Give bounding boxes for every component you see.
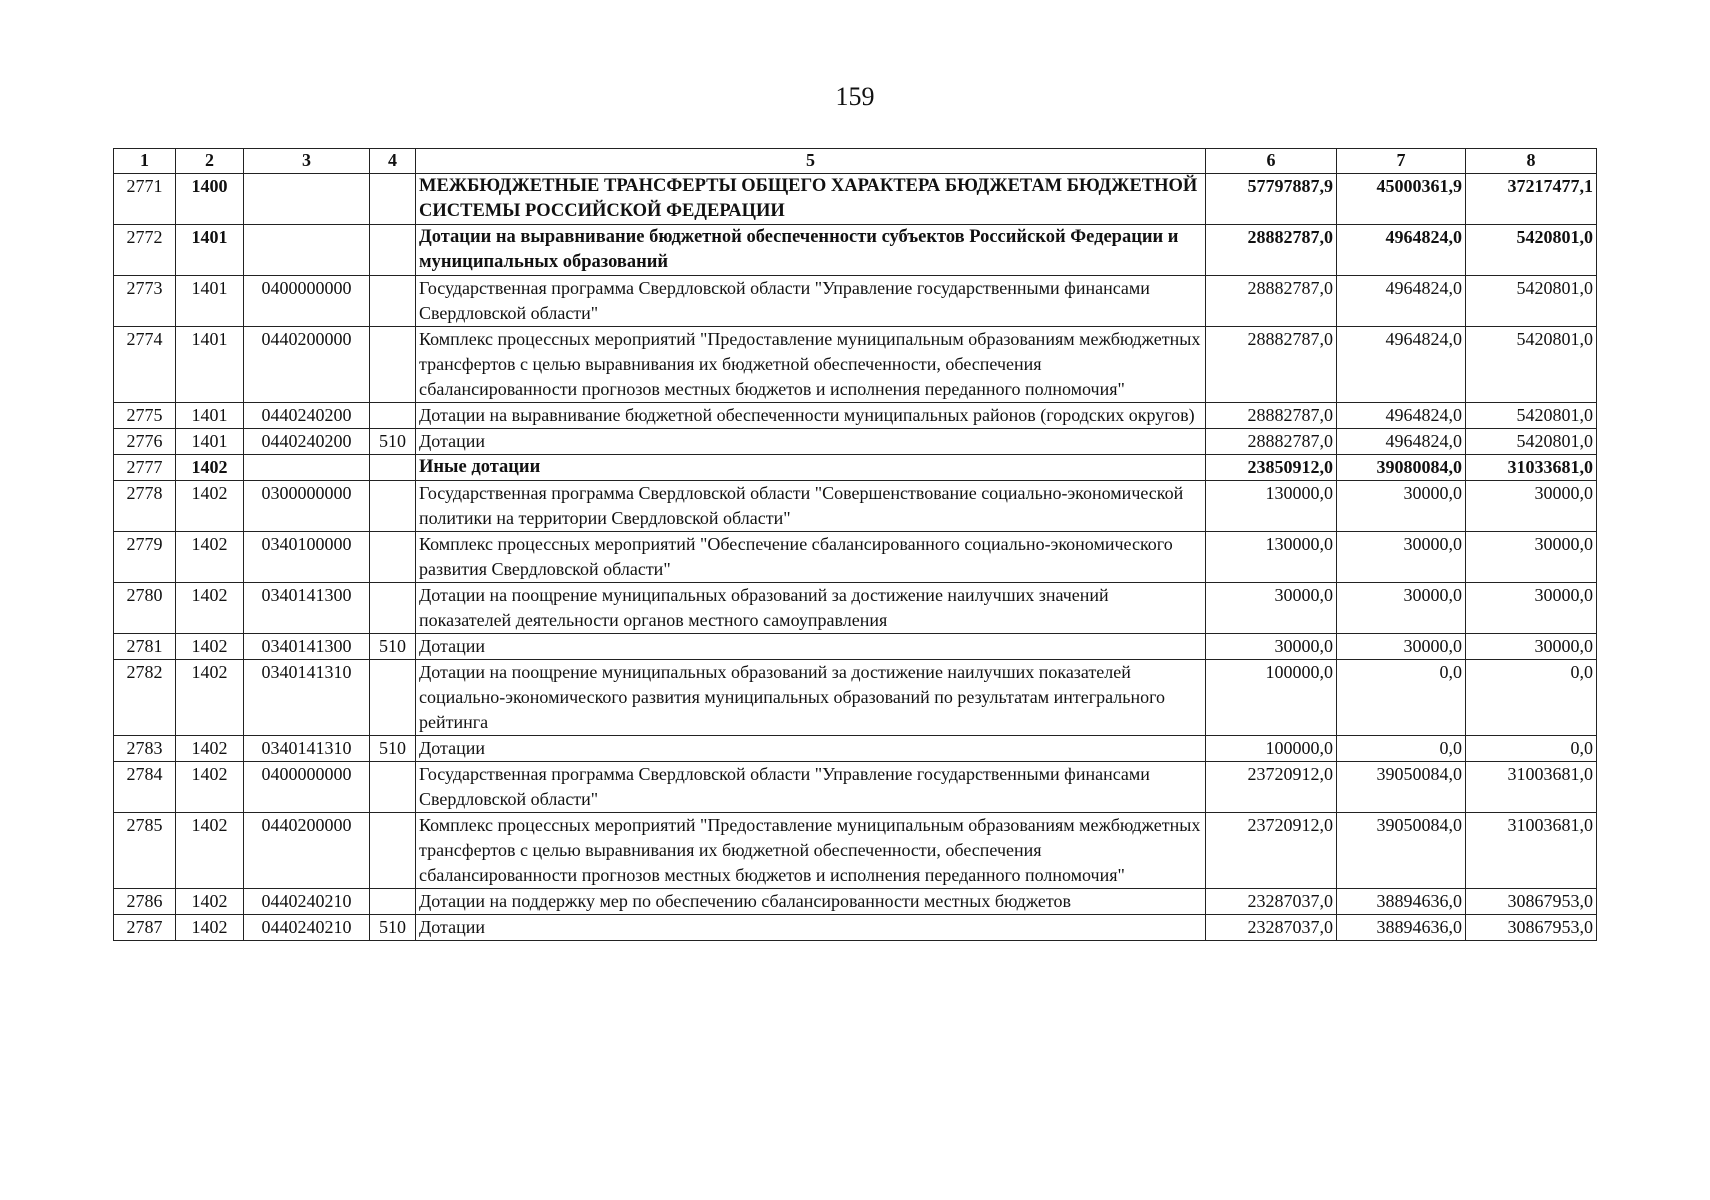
amount-year1-cell: 28882787,0 — [1206, 403, 1337, 429]
amount-year1-cell: 23287037,0 — [1206, 889, 1337, 915]
amount-year2-cell: 30000,0 — [1337, 532, 1466, 583]
amount-year2-cell: 4964824,0 — [1337, 403, 1466, 429]
item-name-cell: МЕЖБЮДЖЕТНЫЕ ТРАНСФЕРТЫ ОБЩЕГО ХАРАКТЕРА БЮДЖЕТАМ БЮДЖЕТНОЙ СИСТЕМЫ РОССИЙСКОЙ ФЕДЕРАЦИИ — [416, 174, 1206, 225]
item-name-cell: Дотации — [416, 429, 1206, 455]
section-code-cell: 1402 — [176, 532, 244, 583]
target-article-cell — [244, 174, 370, 225]
row-number-cell: 2778 — [114, 481, 176, 532]
header-cell: 4 — [370, 149, 416, 174]
target-article-cell: 0400000000 — [244, 276, 370, 327]
amount-year1-cell: 30000,0 — [1206, 583, 1337, 634]
item-name-cell: Дотации на поощрение муниципальных образований за достижение наилучших показателей социально-экономического развития муниципальных образований по результатам интегрального рейтинга — [416, 660, 1206, 736]
amount-year1-cell: 28882787,0 — [1206, 429, 1337, 455]
amount-year1-cell: 23720912,0 — [1206, 813, 1337, 889]
section-code-cell: 1402 — [176, 813, 244, 889]
amount-year2-cell: 38894636,0 — [1337, 889, 1466, 915]
expense-type-cell — [370, 532, 416, 583]
header-cell: 2 — [176, 149, 244, 174]
table-row — [114, 481, 1597, 532]
amount-year3-cell: 5420801,0 — [1466, 276, 1597, 327]
expense-type-cell — [370, 583, 416, 634]
section-code-cell: 1402 — [176, 736, 244, 762]
section-code-cell: 1402 — [176, 889, 244, 915]
amount-year3-cell: 0,0 — [1466, 736, 1597, 762]
section-code-cell: 1402 — [176, 915, 244, 941]
section-code-cell: 1402 — [176, 481, 244, 532]
amount-year2-cell: 4964824,0 — [1337, 225, 1466, 276]
header-cell: 7 — [1337, 149, 1466, 174]
expense-type-cell — [370, 174, 416, 225]
item-name-cell: Дотации на поддержку мер по обеспечению сбалансированности местных бюджетов — [416, 889, 1206, 915]
section-code-cell: 1401 — [176, 327, 244, 403]
amount-year3-cell: 31033681,0 — [1466, 455, 1597, 481]
table-row — [114, 889, 1597, 915]
target-article-cell: 0440200000 — [244, 327, 370, 403]
target-article-cell: 0440240200 — [244, 403, 370, 429]
table-row — [114, 736, 1597, 762]
section-code-cell: 1400 — [176, 174, 244, 225]
row-number-cell: 2771 — [114, 174, 176, 225]
target-article-cell: 0340141310 — [244, 736, 370, 762]
expense-type-cell: 510 — [370, 915, 416, 941]
row-number-cell: 2775 — [114, 403, 176, 429]
amount-year1-cell: 28882787,0 — [1206, 225, 1337, 276]
amount-year2-cell: 39050084,0 — [1337, 813, 1466, 889]
expense-type-cell — [370, 889, 416, 915]
table-row — [114, 583, 1597, 634]
expense-type-cell: 510 — [370, 634, 416, 660]
row-number-cell: 2773 — [114, 276, 176, 327]
section-code-cell: 1402 — [176, 455, 244, 481]
row-number-cell: 2772 — [114, 225, 176, 276]
expense-type-cell: 510 — [370, 736, 416, 762]
header-row — [114, 149, 1597, 174]
table-row — [114, 327, 1597, 403]
header-cell: 6 — [1206, 149, 1337, 174]
amount-year1-cell: 28882787,0 — [1206, 327, 1337, 403]
amount-year3-cell: 30000,0 — [1466, 532, 1597, 583]
table-row — [114, 225, 1597, 276]
table-body — [114, 174, 1597, 941]
amount-year2-cell: 45000361,9 — [1337, 174, 1466, 225]
budget-table — [113, 148, 1597, 941]
target-article-cell: 0440240200 — [244, 429, 370, 455]
row-number-cell: 2782 — [114, 660, 176, 736]
item-name-cell: Государственная программа Свердловской области "Совершенствование социально-экономической политики на территории Свердловской области" — [416, 481, 1206, 532]
amount-year3-cell: 30000,0 — [1466, 634, 1597, 660]
amount-year3-cell: 30867953,0 — [1466, 889, 1597, 915]
header-cell: 3 — [244, 149, 370, 174]
target-article-cell: 0440240210 — [244, 889, 370, 915]
table-row — [114, 429, 1597, 455]
target-article-cell: 0340141300 — [244, 583, 370, 634]
row-number-cell: 2779 — [114, 532, 176, 583]
amount-year2-cell: 30000,0 — [1337, 481, 1466, 532]
amount-year1-cell: 23850912,0 — [1206, 455, 1337, 481]
section-code-cell: 1402 — [176, 660, 244, 736]
amount-year1-cell: 100000,0 — [1206, 660, 1337, 736]
section-code-cell: 1401 — [176, 429, 244, 455]
expense-type-cell: 510 — [370, 429, 416, 455]
section-code-cell: 1401 — [176, 403, 244, 429]
item-name-cell: Комплекс процессных мероприятий "Предоставление муниципальным образованиям межбюджетных трансфертов с целью выравнивания их бюджетной обеспеченности, обеспечения сбалансированности прогнозов местных бюджетов и исполнения переданного полномочия" — [416, 813, 1206, 889]
row-number-cell: 2786 — [114, 889, 176, 915]
amount-year3-cell: 0,0 — [1466, 660, 1597, 736]
table-row — [114, 813, 1597, 889]
table-row — [114, 532, 1597, 583]
expense-type-cell — [370, 481, 416, 532]
amount-year2-cell: 39080084,0 — [1337, 455, 1466, 481]
item-name-cell: Иные дотации — [416, 455, 1206, 481]
row-number-cell: 2787 — [114, 915, 176, 941]
row-number-cell: 2783 — [114, 736, 176, 762]
expense-type-cell — [370, 762, 416, 813]
expense-type-cell — [370, 660, 416, 736]
target-article-cell: 0400000000 — [244, 762, 370, 813]
expense-type-cell — [370, 225, 416, 276]
table-row — [114, 634, 1597, 660]
expense-type-cell — [370, 455, 416, 481]
amount-year3-cell: 5420801,0 — [1466, 225, 1597, 276]
amount-year1-cell: 100000,0 — [1206, 736, 1337, 762]
table-row — [114, 174, 1597, 225]
amount-year3-cell: 37217477,1 — [1466, 174, 1597, 225]
amount-year3-cell: 31003681,0 — [1466, 813, 1597, 889]
amount-year3-cell: 30867953,0 — [1466, 915, 1597, 941]
amount-year2-cell: 39050084,0 — [1337, 762, 1466, 813]
table-row — [114, 915, 1597, 941]
table-row — [114, 762, 1597, 813]
item-name-cell: Государственная программа Свердловской области "Управление государственными финансами Свердловской области" — [416, 276, 1206, 327]
row-number-cell: 2776 — [114, 429, 176, 455]
row-number-cell: 2774 — [114, 327, 176, 403]
row-number-cell: 2780 — [114, 583, 176, 634]
expense-type-cell — [370, 327, 416, 403]
expense-type-cell — [370, 403, 416, 429]
target-article-cell: 0340100000 — [244, 532, 370, 583]
section-code-cell: 1402 — [176, 762, 244, 813]
amount-year1-cell: 130000,0 — [1206, 481, 1337, 532]
table-row — [114, 455, 1597, 481]
amount-year1-cell: 130000,0 — [1206, 532, 1337, 583]
target-article-cell: 0440200000 — [244, 813, 370, 889]
item-name-cell: Дотации — [416, 915, 1206, 941]
amount-year3-cell: 5420801,0 — [1466, 429, 1597, 455]
amount-year1-cell: 28882787,0 — [1206, 276, 1337, 327]
item-name-cell: Комплекс процессных мероприятий "Предоставление муниципальным образованиям межбюджетных трансфертов с целью выравнивания их бюджетной обеспеченности, обеспечения сбалансированности прогнозов местных бюджетов и исполнения переданного полномочия" — [416, 327, 1206, 403]
amount-year2-cell: 38894636,0 — [1337, 915, 1466, 941]
amount-year2-cell: 30000,0 — [1337, 583, 1466, 634]
amount-year1-cell: 57797887,9 — [1206, 174, 1337, 225]
amount-year3-cell: 5420801,0 — [1466, 327, 1597, 403]
section-code-cell: 1401 — [176, 225, 244, 276]
table-row — [114, 276, 1597, 327]
item-name-cell: Дотации на поощрение муниципальных образований за достижение наилучших значений показателей деятельности органов местного самоуправления — [416, 583, 1206, 634]
header-cell: 8 — [1466, 149, 1597, 174]
expense-type-cell — [370, 813, 416, 889]
header-cell: 1 — [114, 149, 176, 174]
amount-year2-cell: 4964824,0 — [1337, 276, 1466, 327]
item-name-cell: Дотации на выравнивание бюджетной обеспеченности муниципальных районов (городских округов) — [416, 403, 1206, 429]
table-row — [114, 403, 1597, 429]
amount-year1-cell: 23287037,0 — [1206, 915, 1337, 941]
target-article-cell: 0340141310 — [244, 660, 370, 736]
row-number-cell: 2784 — [114, 762, 176, 813]
row-number-cell: 2781 — [114, 634, 176, 660]
amount-year3-cell: 31003681,0 — [1466, 762, 1597, 813]
target-article-cell: 0440240210 — [244, 915, 370, 941]
item-name-cell: Комплекс процессных мероприятий "Обеспечение сбалансированного социально-экономического развития Свердловской области" — [416, 532, 1206, 583]
target-article-cell — [244, 455, 370, 481]
row-number-cell: 2785 — [114, 813, 176, 889]
section-code-cell: 1402 — [176, 583, 244, 634]
amount-year3-cell: 5420801,0 — [1466, 403, 1597, 429]
expense-type-cell — [370, 276, 416, 327]
row-number-cell: 2777 — [114, 455, 176, 481]
header-cell: 5 — [416, 149, 1206, 174]
amount-year2-cell: 4964824,0 — [1337, 327, 1466, 403]
section-code-cell: 1401 — [176, 276, 244, 327]
target-article-cell — [244, 225, 370, 276]
amount-year2-cell: 0,0 — [1337, 736, 1466, 762]
table-row — [114, 660, 1597, 736]
amount-year2-cell: 4964824,0 — [1337, 429, 1466, 455]
section-code-cell: 1402 — [176, 634, 244, 660]
item-name-cell: Дотации — [416, 634, 1206, 660]
amount-year3-cell: 30000,0 — [1466, 583, 1597, 634]
amount-year1-cell: 23720912,0 — [1206, 762, 1337, 813]
amount-year1-cell: 30000,0 — [1206, 634, 1337, 660]
amount-year3-cell: 30000,0 — [1466, 481, 1597, 532]
target-article-cell: 0340141300 — [244, 634, 370, 660]
amount-year2-cell: 30000,0 — [1337, 634, 1466, 660]
item-name-cell: Государственная программа Свердловской области "Управление государственными финансами Свердловской области" — [416, 762, 1206, 813]
page-number: 159 — [835, 82, 875, 111]
item-name-cell: Дотации на выравнивание бюджетной обеспеченности субъектов Российской Федерации и муниципальных образований — [416, 225, 1206, 276]
item-name-cell: Дотации — [416, 736, 1206, 762]
amount-year2-cell: 0,0 — [1337, 660, 1466, 736]
target-article-cell: 0300000000 — [244, 481, 370, 532]
